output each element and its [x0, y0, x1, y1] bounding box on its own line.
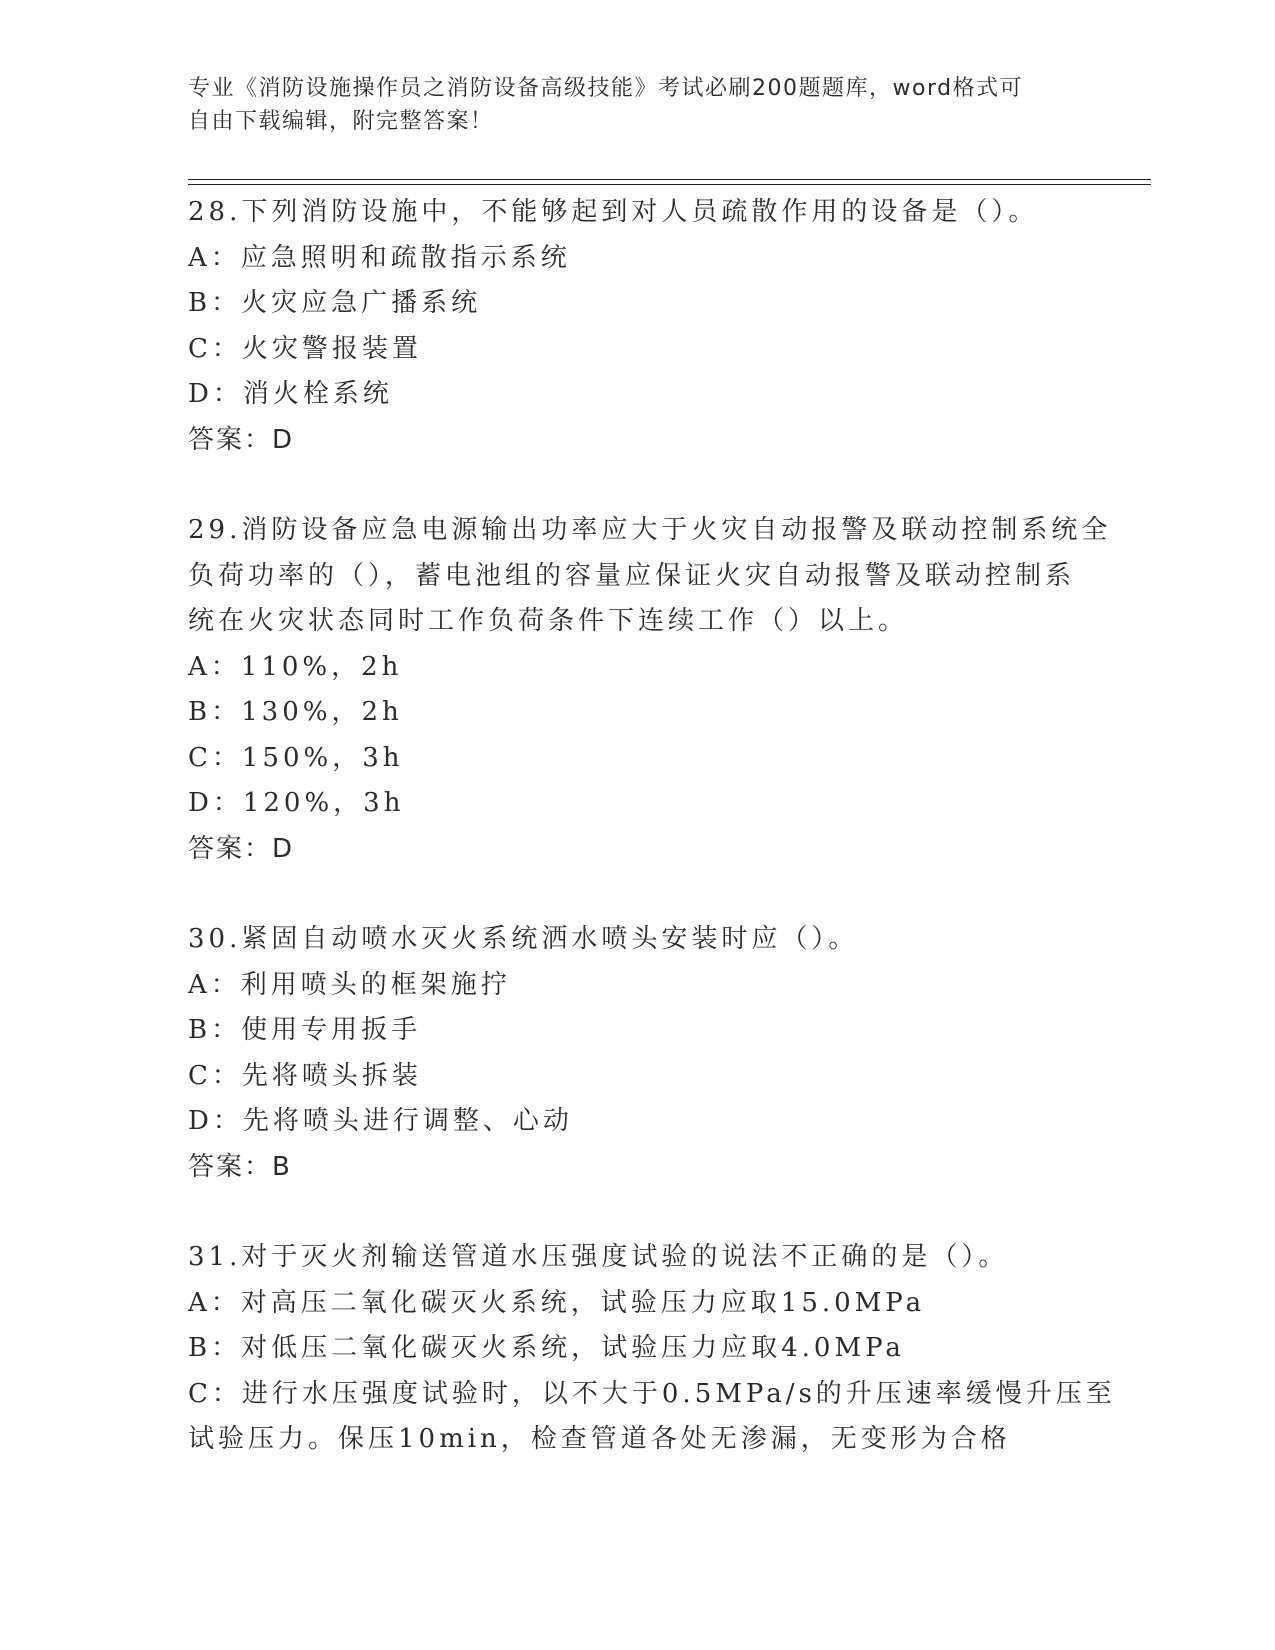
option-c-continued: 试验压力。保压10min，检查管道各处无渗漏，无变形为合格: [188, 1424, 1011, 1454]
option-b: B：130%，2h: [188, 697, 403, 727]
question-30: [188, 917, 1088, 1190]
option-d: D：先将喷头进行调整、心动: [188, 1106, 573, 1136]
question-stem: 28.下列消防设施中，不能够起到对人员疏散作用的设备是（）。: [188, 197, 1039, 227]
option-c: C：进行水压强度试验时，以不大于0.5MPa/s的升压速率缓慢升压至: [188, 1378, 1116, 1409]
option-a: A：利用喷头的框架施拧: [188, 969, 511, 1000]
header-line-2: 自由下载编辑，附完整答案！: [188, 109, 494, 134]
option-b: B：对低压二氧化碳灭火系统，试验压力应取4.0MPa: [188, 1333, 905, 1363]
option-b: B：使用专用扳手: [188, 1015, 422, 1045]
header-line-1: 专业《消防设施操作员之消防设备高级技能》考试必刷200题题库，word格式可: [188, 76, 1024, 101]
option-a: A：应急照明和疏散指示系统: [188, 242, 571, 273]
option-a: A：对高压二氧化碳灭火系统，试验压力应取15.0MPa: [188, 1287, 926, 1318]
header-divider-bottom: [188, 184, 1151, 185]
option-a: A：110%，2h: [188, 651, 403, 682]
option-d: D：消火栓系统: [188, 379, 393, 409]
question-29: [188, 508, 1112, 872]
option-b: B：火灾应急广播系统: [188, 288, 482, 318]
document-header: [188, 72, 1088, 138]
question-stem: 29.消防设备应急电源输出功率应大于火灾自动报警及联动控制系统全: [188, 515, 1112, 545]
question-list: [188, 190, 1116, 1508]
answer-line: 答案：B: [188, 1151, 292, 1182]
question-28: [188, 190, 1088, 463]
option-c: C：先将喷头拆装: [188, 1060, 422, 1091]
header-divider-top: [188, 179, 1151, 180]
option-c: C：火灾警报装置: [188, 333, 422, 364]
option-d: D：120%，3h: [188, 788, 405, 818]
answer-line: 答案：D: [188, 424, 295, 455]
question-31: [188, 1235, 1116, 1463]
question-stem: 统在火灾状态同时工作负荷条件下连续工作（）以上。: [188, 606, 909, 636]
question-stem: 31.对于灭火剂输送管道水压强度试验的说法不正确的是（）。: [188, 1242, 1009, 1272]
question-stem: 负荷功率的（），蓄电池组的容量应保证火灾自动报警及联动控制系: [188, 560, 1076, 591]
option-c: C：150%，3h: [188, 742, 404, 773]
answer-line: 答案：D: [188, 833, 295, 864]
question-stem: 30.紧固自动喷水灭火系统洒水喷头安装时应（）。: [188, 924, 859, 954]
